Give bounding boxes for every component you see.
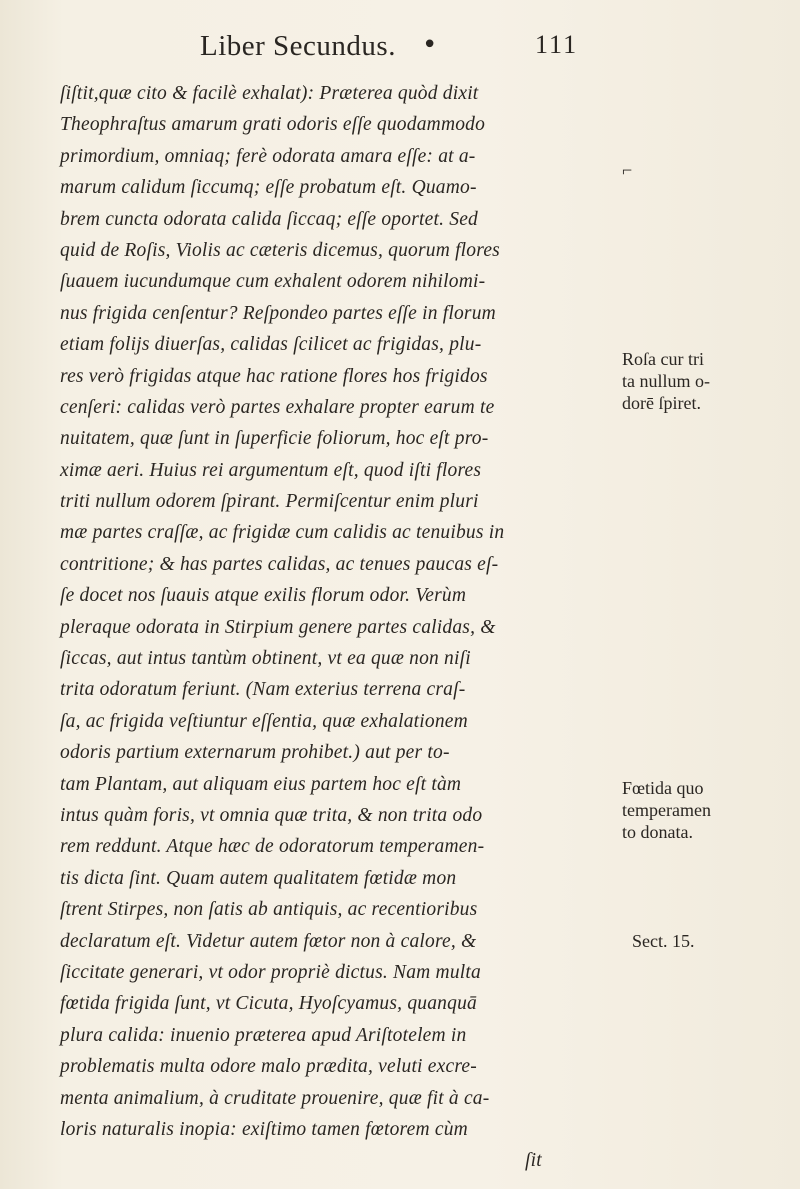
text-line: nus frigida cenſentur? Reſpondeo partes eſſe in florum	[60, 302, 496, 324]
text-line: res verò frigidas atque hac ratione flores hos frigidos	[60, 365, 488, 387]
text-line: loris naturalis inopia: exiſtimo tamen fœtorem cùm	[60, 1118, 468, 1140]
margin-note-foetida	[622, 777, 792, 843]
running-header	[200, 30, 580, 70]
text-line: pleraque odorata in Stirpium genere partes calidas, &	[60, 616, 496, 638]
text-line: tis dicta ſint. Quam autem qualitatem fœtidæ mon	[60, 867, 457, 889]
text-line: ximæ aeri. Huius rei argumentum eſt, quod iſti flores	[60, 459, 482, 481]
running-title: Liber Secundus.	[200, 30, 396, 62]
text-line: primordium, omniaq; ferè odorata amara eſſe: at a-	[60, 145, 476, 167]
text-line: menta animalium, à cruditate prouenire, quæ fit à ca-	[60, 1087, 490, 1109]
text-line: ſiſtit,quæ cito & facilè exhalat): Præterea quòd dixit	[60, 83, 479, 104]
page-number: 111	[535, 30, 579, 59]
text-line: ſtrent Stirpes, non ſatis ab antiquis, ac recentioribus	[60, 899, 478, 921]
text-line: Theophraſtus amarum grati odoris eſſe quodammodo	[60, 114, 486, 136]
text-line: rem reddunt. Atque hæc de odoratorum temperamen-	[60, 836, 485, 858]
margin-note-line: dorē ſpiret.	[622, 393, 701, 413]
text-line: declaratum eſt. Videtur autem fœtor non à calore, &	[60, 930, 477, 952]
margin-mark: ⌐	[622, 160, 633, 180]
margin-note-line: ta nullum o-	[622, 371, 710, 391]
text-line: brem cuncta odorata calida ſiccaq; eſſe oportet. Sed	[60, 208, 478, 230]
text-line: ſiccas, aut intus tantùm obtinent, vt ea quæ non niſi	[60, 648, 471, 670]
text-line: etiam folijs diuerſas, calidas ſcilicet ac frigidas, plu-	[60, 334, 482, 356]
text-line: plura calida: inuenio præterea apud Ariſtotelem in	[60, 1024, 467, 1046]
text-line: mæ partes craſſæ, ac frigidæ cum calidis ac tenuibus in	[60, 522, 505, 544]
margin-note-section	[632, 930, 800, 952]
text-line: marum calidum ſiccumq; eſſe probatum eſt. Quamo-	[60, 177, 477, 199]
margin-note-line: temperamen	[622, 800, 711, 820]
text-line: odoris partium externarum prohibet.) aut per to-	[60, 742, 450, 764]
catchword: ſit	[525, 1150, 542, 1172]
text-line: intus quàm foris, vt omnia quæ trita, & non trita odo	[60, 804, 483, 826]
text-line: ſa, ac frigida veſtiuntur eſſentia, quæ exhalationem	[60, 710, 468, 732]
text-line: ſe docet nos ſuauis atque exilis florum odor. Verùm	[60, 585, 467, 607]
text-line: fœtida frigida ſunt, vt Cicuta, Hyoſcyamus, quanquā	[60, 993, 477, 1015]
text-line: nuitatem, quæ ſunt in ſuperficie foliorum, hoc eſt pro-	[60, 428, 489, 450]
text-line: quid de Roſis, Violis ac cæteris dicemus, quorum flores	[60, 239, 500, 261]
text-line: triti nullum odorem ſpirant. Permiſcentur enim pluri	[60, 491, 479, 513]
header-dot: •	[422, 30, 438, 60]
text-line: ſuauem iucundumque cum exhalent odorem nihilomi-	[60, 271, 486, 293]
text-line: tam Plantam, aut aliquam eius partem hoc eſt tàm	[60, 773, 462, 795]
margin-note-line: Sect. 15.	[632, 931, 695, 951]
margin-note-line: to donata.	[622, 822, 693, 842]
margin-note-rosa	[622, 348, 792, 414]
text-line: ſiccitate generari, vt odor propriè dictus. Nam multa	[60, 961, 481, 983]
text-line: contritione; & has partes calidas, ac tenues paucas eſ-	[60, 553, 499, 575]
text-line: cenſeri: calidas verò partes exhalare propter earum te	[60, 396, 495, 418]
text-line: trita odoratum feriunt. (Nam exterius terrena craſ-	[60, 679, 466, 701]
text-line: problematis multa odore malo prædita, veluti excre-	[60, 1056, 477, 1078]
margin-note-line: Fœtida quo	[622, 778, 704, 798]
body-text	[60, 78, 620, 1177]
margin-note-line: Roſa cur tri	[622, 349, 704, 369]
